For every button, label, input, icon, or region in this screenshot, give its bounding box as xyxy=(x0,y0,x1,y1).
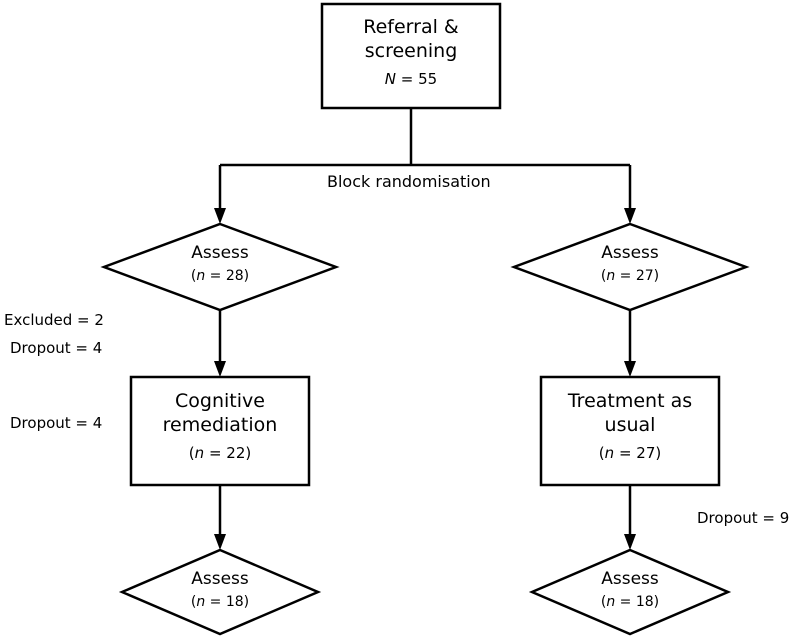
node-assess-left-top-label: Assess xyxy=(191,243,249,263)
node-assess-right-bottom-label: Assess xyxy=(601,569,659,589)
node-tau-line2: usual xyxy=(604,413,656,436)
node-cognitive-line1: Cognitive xyxy=(175,390,265,412)
node-assess-right-top-label: Assess xyxy=(601,243,659,263)
node-assess-left-bottom-label: Assess xyxy=(191,569,249,589)
node-assess-right-bottom-count-symbol: n xyxy=(606,594,616,611)
node-cognitive-shape xyxy=(131,377,309,485)
node-referral-count-value: = 55 xyxy=(400,69,438,88)
node-assess-right-bottom-count-value: = 18) xyxy=(619,594,660,611)
paren-open: ( xyxy=(598,443,605,462)
arrowhead-tau-to-assess xyxy=(624,534,636,550)
side-label-dropout-left-1: Dropout = 4 xyxy=(10,339,103,357)
arrowhead-right-branch xyxy=(624,208,636,224)
paren-open: ( xyxy=(190,594,197,611)
node-cognitive-count-symbol: n xyxy=(194,443,205,462)
node-assess-left-bottom-shape xyxy=(122,550,318,634)
node-tau-shape xyxy=(541,377,719,485)
node-assess-right-top-shape xyxy=(514,224,746,310)
node-referral-count-symbol: N xyxy=(384,69,396,88)
arrowhead-cognitive-to-assess xyxy=(214,534,226,550)
node-assess-left-top-count-value: = 28) xyxy=(209,268,250,285)
arrowhead-left-to-cognitive xyxy=(214,361,226,377)
node-assess-left-bottom-count-symbol: n xyxy=(196,594,206,611)
node-assess-right-top-count-symbol: n xyxy=(606,268,616,285)
node-cognitive-line2: remediation xyxy=(162,413,278,436)
node-assess-left-top-shape xyxy=(104,224,336,310)
paren-open: ( xyxy=(190,268,197,285)
arrowhead-right-to-tau xyxy=(624,361,636,377)
arrowhead-left-branch xyxy=(214,208,226,224)
node-assess-left-top-count-symbol: n xyxy=(196,268,206,285)
node-referral-line2: screening xyxy=(364,39,458,62)
side-label-excluded-left: Excluded = 2 xyxy=(4,311,104,329)
side-label-dropout-left-2: Dropout = 4 xyxy=(10,414,103,432)
node-referral-shape xyxy=(322,4,500,108)
node-assess-right-top-count-value: = 27) xyxy=(619,268,660,285)
node-tau-count-value: = 27) xyxy=(618,443,662,462)
node-tau-line1: Treatment as xyxy=(567,390,693,412)
node-cognitive-count-value: = 22) xyxy=(208,443,252,462)
paren-open: ( xyxy=(600,594,607,611)
node-tau-count-symbol: n xyxy=(604,443,615,462)
edge-label-randomisation: Block randomisation xyxy=(327,172,491,191)
paren-open: ( xyxy=(188,443,195,462)
paren-open: ( xyxy=(600,268,607,285)
node-assess-right-bottom-shape xyxy=(532,550,728,634)
node-assess-left-bottom-count-value: = 18) xyxy=(209,594,250,611)
side-label-dropout-right: Dropout = 9 xyxy=(697,509,790,527)
node-referral-line1: Referral & xyxy=(363,16,459,38)
